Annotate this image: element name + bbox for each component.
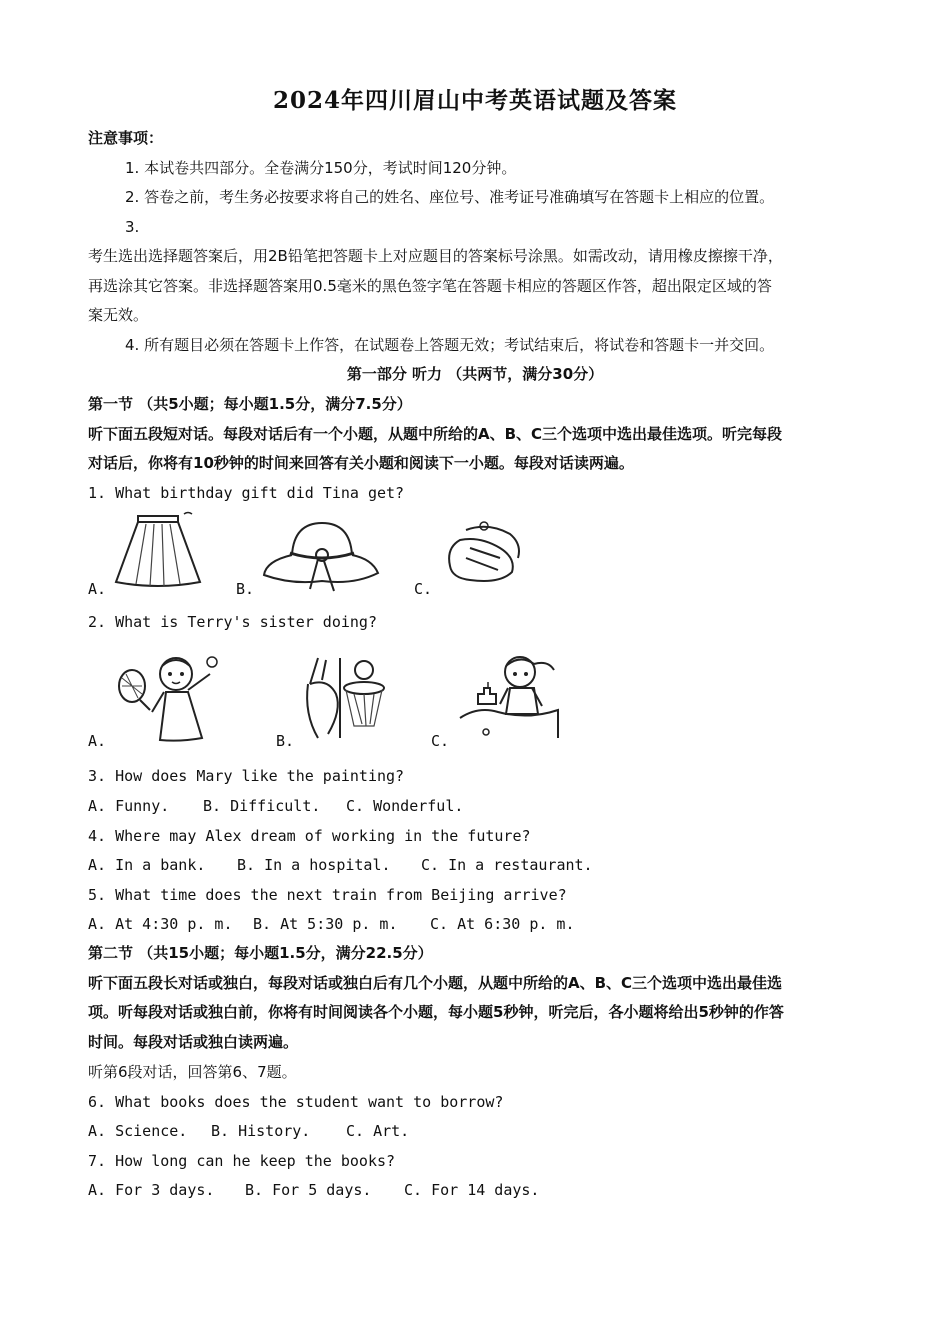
basketball-player-icon [300,654,390,740]
question-2: 2. What is Terry's sister doing? [88,613,377,631]
note-1: 1. 本试卷共四部分。全卷满分150分，考试时间120分钟。 [125,159,517,177]
q3-option-a: A. Funny. [88,797,170,815]
q2-option-c: C. [431,732,450,750]
q6-option-c: C. Art. [346,1122,410,1140]
section2-subheading: 听第6段对话，回答第6、7题。 [88,1063,297,1081]
q7-option-a: A. For 3 days. [88,1181,215,1199]
question-3: 3. How does Mary like the painting? [88,767,405,785]
q6-option-a: A. Science. [88,1122,188,1140]
section1-instruction-1: 听下面五段短对话。每段对话后有一个小题，从题中所给的A、B、C三个选项中选出最佳选项。听完每段 [88,425,783,443]
sandals-icon [440,518,524,588]
q7-option-b: B. For 5 days. [245,1181,372,1199]
part1-heading: 第一部分 听力 （共两节，满分30分） [346,365,604,383]
section2-instruction-3: 时间。每段对话或独白读两遍。 [88,1033,299,1051]
question-6: 6. What books does the student want to borrow? [88,1093,504,1111]
q3-option-c: C. Wonderful. [346,797,464,815]
question-7: 7. How long can he keep the books? [88,1152,396,1170]
note-3-line-2: 再选涂其它答案。非选择题答案用0.5毫米的黑色签字笔在答题卡相应的答题区作答，超出限定区域的答 [88,277,772,295]
note-3-line-1: 考生选出选择题答案后，用2B铅笔把答题卡上对应题目的答案标号涂黑。如需改动，请用橡皮擦擦干净， [88,247,783,265]
q5-option-c: C. At 6:30 p. m. [430,915,575,933]
q2-option-b: B. [276,732,295,750]
page-title: 2024年四川眉山中考英语试题及答案 [272,87,677,114]
note-3-number: 3. [125,218,140,236]
sandcastle-girl-icon [458,652,562,738]
note-4: 4. 所有题目必须在答题卡上作答，在试题卷上答题无效；考试结束后，将试卷和答题卡一并交回。 [125,336,775,354]
section1-heading: 第一节 （共5小题；每小题1.5分，满分7.5分） [88,395,412,413]
q5-option-b: B. At 5:30 p. m. [253,915,398,933]
q4-option-b: B. In a hospital. [237,856,391,874]
q1-option-c: C. [414,580,433,598]
tennis-player-icon [114,652,226,742]
q4-option-c: C. In a restaurant. [421,856,593,874]
hat-icon [262,515,380,595]
section1-instruction-2: 对话后，你将有10秒钟的时间来回答有关小题和阅读下一小题。每段对话读两遍。 [88,454,634,472]
note-3-line-3: 案无效。 [88,306,149,324]
question-5: 5. What time does the next train from Beijing arrive? [88,886,567,904]
q1-option-b: B. [236,580,255,598]
question-4: 4. Where may Alex dream of working in the future? [88,827,531,845]
q2-option-a: A. [88,732,107,750]
q6-option-b: B. History. [211,1122,311,1140]
question-1: 1. What birthday gift did Tina get? [88,484,405,502]
q3-option-b: B. Difficult. [203,797,321,815]
q4-option-a: A. In a bank. [88,856,206,874]
skirt-icon [112,510,204,588]
notes-heading: 注意事项： [88,129,164,147]
section2-heading: 第二节 （共15小题；每小题1.5分，满分22.5分） [88,944,433,962]
q5-option-a: A. At 4:30 p. m. [88,915,233,933]
section2-instruction-2: 项。听每段对话或独白前，你将有时间阅读各个小题，每小题5秒钟，听完后，各小题将给出5秒钟的作答 [88,1003,784,1021]
note-2: 2. 答卷之前，考生务必按要求将自己的姓名、座位号、准考证号准确填写在答题卡上相应的位置。 [125,188,775,206]
q1-option-a: A. [88,580,107,598]
q7-option-c: C. For 14 days. [404,1181,540,1199]
section2-instruction-1: 听下面五段长对话或独白，每段对话或独白后有几个小题，从题中所给的A、B、C三个选项中选出最佳选 [88,974,783,992]
